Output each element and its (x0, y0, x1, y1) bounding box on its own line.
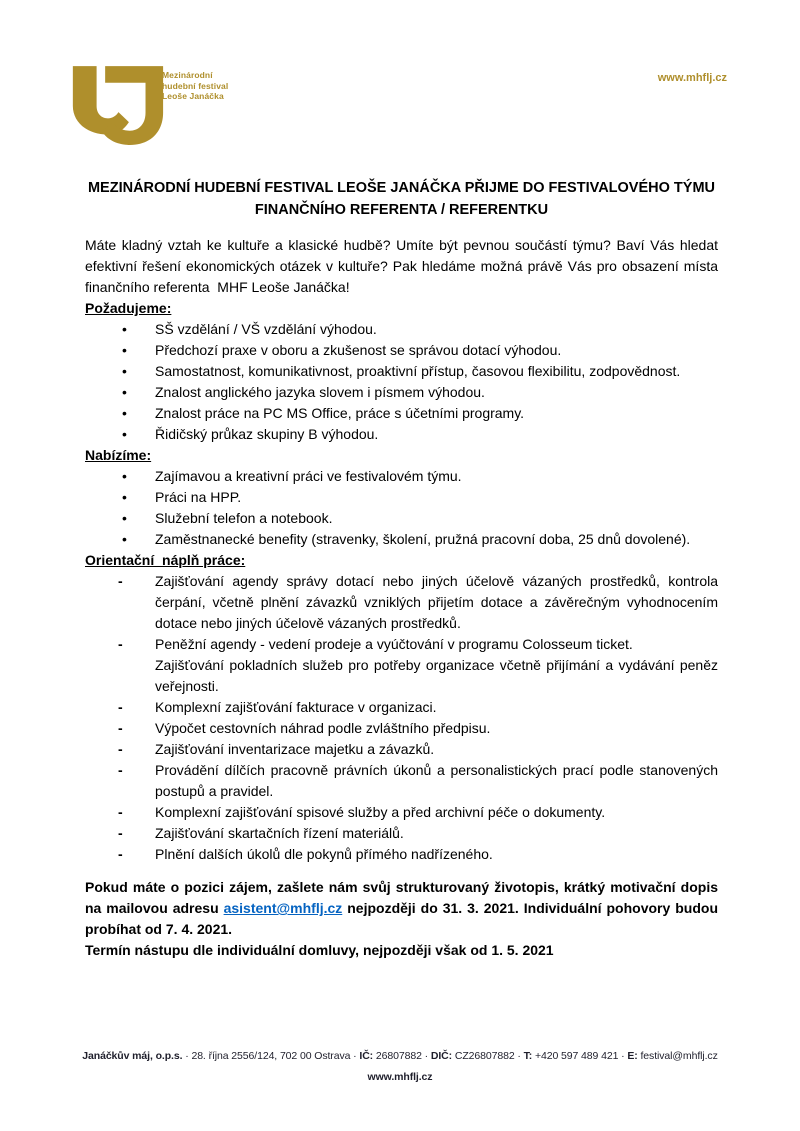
list-item (85, 739, 718, 760)
bullet-marker: • (122, 510, 127, 526)
list-item (85, 361, 718, 382)
bullet-marker: • (122, 342, 127, 358)
list-item (85, 571, 718, 634)
bullet-marker: • (122, 363, 127, 379)
dash-marker: - (118, 741, 123, 757)
list-item (85, 487, 718, 508)
brand-line: Mezinárodní (162, 70, 213, 80)
list-item-text: Služební telefon a notebook. (155, 510, 333, 526)
brand-line: Leoše Janáčka (162, 91, 224, 101)
dash-marker: - (118, 825, 123, 841)
list-item-text: Řidičský průkaz skupiny B výhodou. (155, 426, 379, 442)
closing-text-after-link: nejpozději do 31. 3. 2021. Individuální pohovory budou probíhat od 7. 4. 2021. (85, 900, 718, 937)
footer-segment: festival@mhflj.cz (637, 1050, 718, 1062)
footer-website: www.mhflj.cz (367, 1071, 433, 1083)
dash-marker: - (118, 720, 123, 736)
list-item (85, 340, 718, 361)
bullet-marker: • (122, 531, 127, 547)
footer-segment: DIČ: (430, 1050, 453, 1062)
footer-segment: Janáčkův máj, o.p.s. (82, 1050, 183, 1062)
footer-segment: +420 597 489 421 · (532, 1050, 628, 1062)
list-item (85, 844, 718, 865)
list-item-text: Plnění dalších úkolů dle pokynů přímého nadřízeného. (155, 846, 493, 862)
dash-marker: - (118, 804, 123, 820)
festival-lj-logo-icon (70, 66, 165, 146)
list-item (85, 403, 718, 424)
bullet-marker: • (122, 384, 127, 400)
duties-list (85, 571, 718, 865)
section-heading: Nabízíme: (85, 447, 152, 463)
list-item (85, 634, 718, 697)
list-item-text: SŠ vzdělání / VŠ vzdělání výhodou. (155, 321, 377, 337)
dash-marker: - (118, 636, 123, 652)
footer-segment: T: (523, 1050, 533, 1062)
dash-marker: - (118, 699, 123, 715)
list-item (85, 508, 718, 529)
festival-brand-text (162, 70, 228, 102)
job-posting-title (85, 177, 718, 221)
intro-paragraph: Máte kladný vztah ke kultuře a klasické hudbě? Umíte být pevnou součástí týmu? Baví Vás hledat efektivní řešení ekonomických otázek v kultuře? Pak hledáme možná právě Vás pro obsazení místa finančního referenta MHF Leoše Janáčka! (85, 237, 722, 295)
website-url-top: www.mhflj.cz (657, 72, 727, 84)
list-item-text: Samostatnost, komunikativnost, proaktivní přístup, časovou flexibilitu, zodpovědnost. (155, 363, 681, 379)
list-item-text: Znalost práce na PC MS Office, práce s účetními programy. (155, 405, 525, 421)
email-link[interactable]: asistent@mhflj.cz (223, 900, 343, 916)
bullet-marker: • (122, 321, 127, 337)
list-item-text: Peněžní agendy - vedení prodeje a vyúčtování v programu Colosseum ticket. (155, 636, 633, 652)
list-item (85, 760, 718, 802)
list-item-text: Zajišťování agendy správy dotací nebo jiných účelově vázaných prostředků, kontrola čerpání, včetně plnění závazků vzniklých přijetím dotace a závěrečným vyhodnocením dotace nebo jiných účelově vázaných prostředků. (155, 573, 718, 631)
list-item (85, 697, 718, 718)
offer-list (85, 466, 718, 550)
list-item (85, 529, 718, 550)
footer-segment: E: (627, 1050, 638, 1062)
start-date-note: Termín nástupu dle individuální domluvy, nejpozději však od 1. 5. 2021 (85, 942, 554, 958)
title-line-1: MEZINÁRODNÍ HUDEBNÍ FESTIVAL LEOŠE JANÁČKA PŘIJME DO FESTIVALOVÉHO TÝMU (87, 180, 716, 196)
list-item (85, 319, 718, 340)
list-item (85, 382, 718, 403)
list-item-text: Znalost anglického jazyka slovem i písmem výhodou. (155, 384, 485, 400)
title-line-2: FINANČNÍHO REFERENTA / REFERENTKU (254, 202, 549, 218)
dash-marker: - (118, 573, 123, 589)
requirements-list (85, 319, 718, 445)
bullet-marker: • (122, 405, 127, 421)
section-heading: Orientační náplň práce: (85, 552, 246, 568)
footer-segment: CZ26807882 · (452, 1050, 524, 1062)
list-item-text: Zaměstnanecké benefity (stravenky, školení, pružná pracovní doba, 25 dnů dovolené). (155, 531, 691, 547)
footer-segment: · 28. října 2556/124, 702 00 Ostrava · (182, 1050, 360, 1062)
list-item-text: Komplexní zajišťování spisové služby a před archivní péče o dokumenty. (155, 804, 606, 820)
closing-text-before-link: Pokud máte o pozici zájem, zašlete nám svůj strukturovaný životopis, krátký motivační dopis na mailovou adresu (85, 879, 718, 916)
bullet-marker: • (122, 489, 127, 505)
footer-contact-line (0, 1046, 800, 1067)
list-item-text: Předchozí praxe v oboru a zkušenost se správou dotací výhodou. (155, 342, 562, 358)
footer-segment: 26807882 · (373, 1050, 431, 1062)
document-body (85, 177, 722, 961)
bullet-marker: • (122, 426, 127, 442)
list-item-text: Výpočet cestovních náhrad podle zvláštního předpisu. (155, 720, 491, 736)
section-job-duties (85, 550, 718, 865)
list-item (85, 466, 718, 487)
list-item (85, 424, 718, 445)
list-item-text: Zajišťování skartačních řízení materiálů. (155, 825, 404, 841)
application-instructions (85, 877, 718, 940)
document-footer (0, 1046, 800, 1088)
list-item-text: Zajišťování inventarizace majetku a závazků. (155, 741, 435, 757)
list-item (85, 823, 718, 844)
footer-segment: IČ: (359, 1050, 374, 1062)
dash-marker: - (118, 762, 123, 778)
list-item-text: Provádění dílčích pracovně právních úkonů a personalistických prací podle stanovených postupů a pravidel. (155, 762, 718, 799)
list-item (85, 802, 718, 823)
section-heading: Požadujeme: (85, 300, 172, 316)
section-offer (85, 445, 718, 550)
list-item-text: Komplexní zajišťování fakturace v organizaci. (155, 699, 437, 715)
bullet-marker: • (122, 468, 127, 484)
dash-marker: - (118, 846, 123, 862)
list-item-text: Zajímavou a kreativní práci ve festivalovém týmu. (155, 468, 462, 484)
list-item-text: Práci na HPP. (155, 489, 242, 505)
list-item-continuation: Zajišťování pokladních služeb pro potřeby organizace včetně přijímání a vydávání peněz veřejnosti. (155, 657, 718, 694)
section-requirements (85, 298, 718, 445)
brand-line: hudební festival (162, 80, 229, 91)
list-item (85, 718, 718, 739)
